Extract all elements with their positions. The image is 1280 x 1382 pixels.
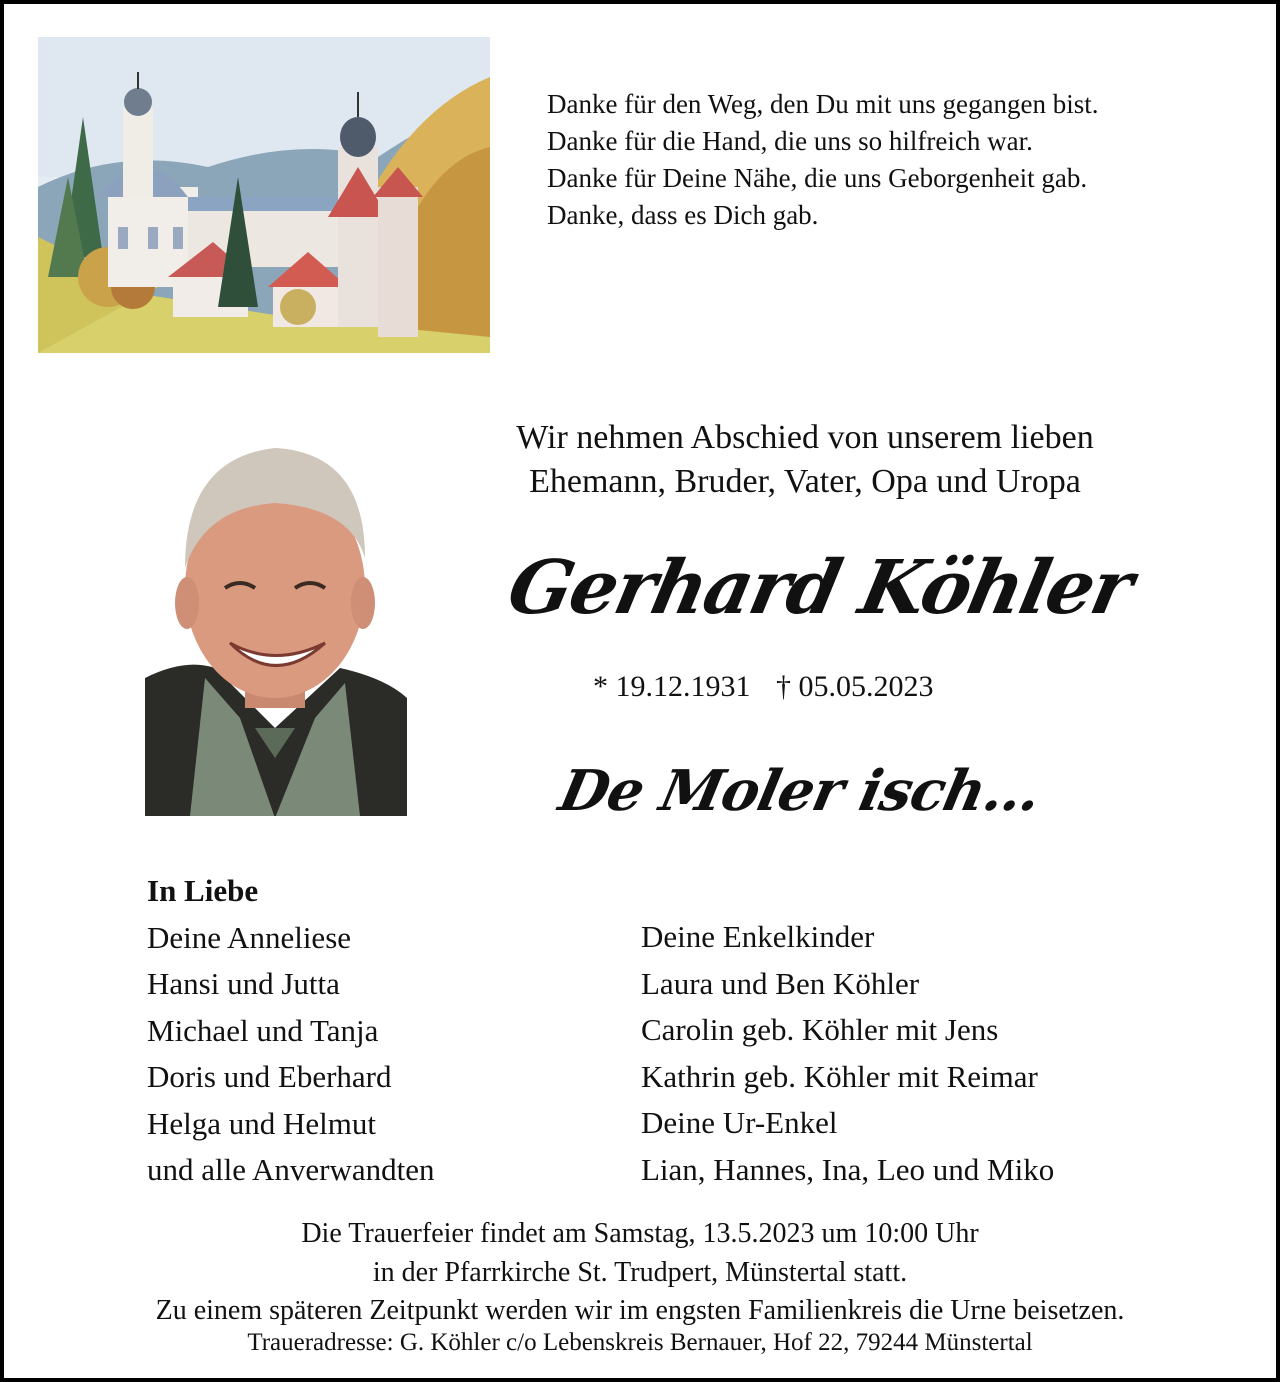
mourner-line: Deine Anneliese — [147, 919, 352, 955]
motto: De Moler isch… — [553, 758, 1047, 824]
deceased-name: Gerhard Köhler — [500, 545, 1139, 631]
mourning-address: Traueradresse: G. Köhler c/o Lebenskreis Bernauer, Hof 22, 79244 Münstertal — [247, 1329, 1033, 1356]
mourners-right — [641, 914, 1054, 1193]
urn-burial-note: Zu einem späteren Zeitpunkt werden wir im engsten Familienkreis die Urne beisetzen. — [155, 1295, 1125, 1326]
mourner-line: und alle Anverwandten — [147, 1152, 435, 1187]
mourners-left — [147, 868, 435, 1194]
farewell-intro — [430, 416, 1180, 504]
mourner-line: Lian, Hannes, Ina, Leo und Miko — [641, 1151, 1055, 1187]
poem-line: Danke, dass es Dich gab. — [547, 200, 819, 230]
death-date: † 05.05.2023 — [776, 670, 934, 703]
mourners-heading: In Liebe — [147, 873, 259, 908]
mourner-line: Deine Ur-Enkel — [641, 1105, 838, 1140]
service-location: in der Pfarrkirche St. Trudpert, Münstertal statt. — [372, 1257, 908, 1288]
mourner-line: Helga und Helmut — [147, 1105, 377, 1141]
mourner-line: Laura und Ben Köhler — [641, 965, 920, 1001]
mourner-line: Deine Enkelkinder — [641, 919, 875, 954]
intro-line: Ehemann, Bruder, Vater, Opa und Uropa — [529, 463, 1081, 500]
service-info: Die Trauerfeier findet am Samstag, 13.5.2023 um 10:00 Uhr — [301, 1218, 979, 1249]
church-painting — [38, 37, 490, 353]
mourner-line: Hansi und Jutta — [147, 966, 340, 1001]
life-dates — [593, 670, 952, 704]
poem-line: Danke für die Hand, die uns so hilfreich war. — [547, 126, 1033, 156]
mourner-line: Doris und Eberhard — [147, 1059, 392, 1094]
intro-line: Wir nehmen Abschied von unserem lieben — [516, 419, 1094, 456]
birth-date: * 19.12.1931 — [593, 670, 751, 703]
poem-line: Danke für den Weg, den Du mit uns gegangen bist. — [547, 89, 1099, 119]
poem — [547, 86, 1098, 234]
poem-line: Danke für Deine Nähe, die uns Geborgenheit gab. — [547, 163, 1088, 193]
portrait-photo — [145, 428, 407, 816]
mourner-line: Carolin geb. Köhler mit Jens — [641, 1012, 999, 1047]
mourner-line: Kathrin geb. Köhler mit Reimar — [641, 1058, 1038, 1094]
mourner-line: Michael und Tanja — [147, 1012, 379, 1048]
